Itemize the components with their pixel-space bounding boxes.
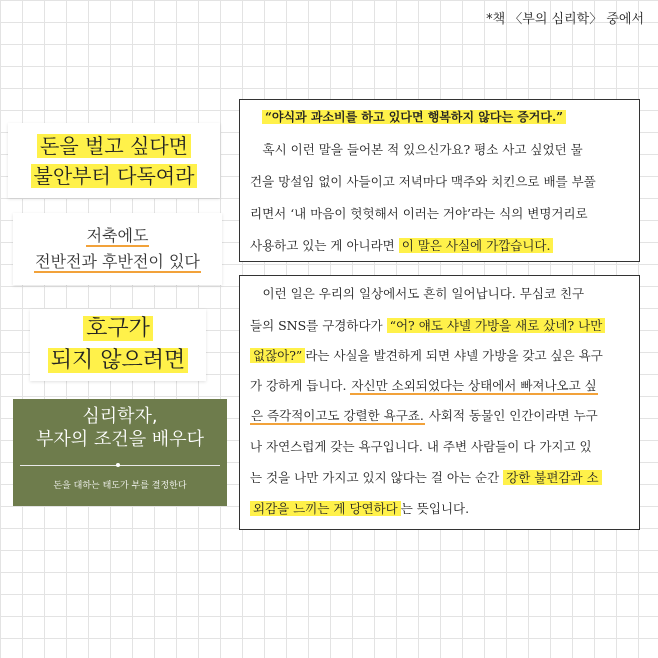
passage2-line2: 들의 SNS를 구경하다가 “어? 얘도 샤넬 가방을 새로 샀네? 나만 [250, 316, 605, 334]
divider-dot [116, 463, 120, 467]
passage2-highlight-1b: 없잖아?” [250, 348, 305, 363]
passage1-quote-line [262, 108, 566, 125]
passage1-line1: 혹시 이런 말을 들어본 적 있으신가요? 평소 사고 싶었던 물 [250, 142, 583, 157]
passage2-line4: 가 강하게 듭니다. 자신만 소외되었다는 상태에서 빠져나오고 싶 [250, 378, 597, 393]
card3-line1: 호구가 [83, 316, 153, 341]
passage2-underline-1b: 은 즉각적이고도 강렬한 욕구죠. [251, 408, 424, 423]
passage2-line8: 외감을 느끼는 게 당연하다 는 뜻입니다. [250, 499, 469, 517]
book-title [36, 405, 204, 451]
passage2-line7: 는 것을 나만 가지고 있지 않다는 걸 아는 순간 강한 불편감과 소 [250, 468, 602, 486]
passage2-line3: 없잖아?” 라는 사실을 발견하게 되면 샤넬 가방을 갖고 싶은 욕구 [250, 346, 603, 364]
passage1-line2: 건을 망설임 없이 사들이고 저녁마다 맥주와 치킨으로 배를 부풀 [250, 174, 596, 189]
book-cover [13, 399, 227, 506]
passage2-underline-1a: 자신만 소외되었다는 상태에서 빠져나오고 싶 [351, 378, 597, 393]
passage1-highlight: 이 말은 사실에 가깝습니다. [399, 238, 554, 253]
passage1-quote: “야식과 과소비를 하고 있다면 행복하지 않다는 증거다.” [262, 110, 566, 124]
passage-box-1 [239, 99, 640, 262]
passage1-line3: 리면서 ‘내 마음이 헛헛해서 이러는 거야’라는 식의 변명거리로 [250, 206, 588, 221]
source-note: *책 〈부의 심리학〉 중에서 [486, 12, 644, 27]
book-title-line1: 심리학자, [82, 406, 158, 427]
title-card-savings [13, 213, 222, 285]
passage2-line6: 나 자연스럽게 갖는 욕구입니다. 내 주변 사람들이 다 가지고 있 [250, 439, 592, 454]
book-title-line2: 부자의 조건을 배우다 [36, 429, 204, 450]
card1-line2: 불안부터 다독여라 [31, 164, 198, 188]
passage2-line5: 은 즉각적이고도 강렬한 욕구죠. 사회적 동물인 인간이라면 누구 [251, 408, 598, 423]
book-subtitle: 돈을 대하는 태도가 부를 결정한다 [53, 481, 187, 491]
passage2-highlight-2b: 외감을 느끼는 게 당연하다 [250, 501, 401, 516]
title-card-pushover [30, 309, 206, 381]
book-divider [20, 465, 220, 466]
card2-line1: 저축에도 [86, 226, 149, 245]
passage1-line4: 사용하고 있는 게 아니라면 이 말은 사실에 가깝습니다. [250, 236, 553, 254]
passage2-highlight-1a: “어? 얘도 샤넬 가방을 새로 샀네? 나만 [387, 318, 606, 333]
passage2-highlight-2a: 강한 불편감과 소 [503, 470, 601, 485]
passage-box-2 [239, 275, 640, 530]
passage2-line1: 이런 일은 우리의 일상에서도 흔히 일어납니다. 무심코 친구 [250, 286, 585, 301]
card3-line2: 되지 않으려면 [48, 348, 189, 373]
card2-line2: 전반전과 후반전이 있다 [35, 252, 200, 271]
card1-line1: 돈을 벌고 싶다면 [37, 134, 191, 158]
title-card-anxiety [8, 123, 220, 198]
